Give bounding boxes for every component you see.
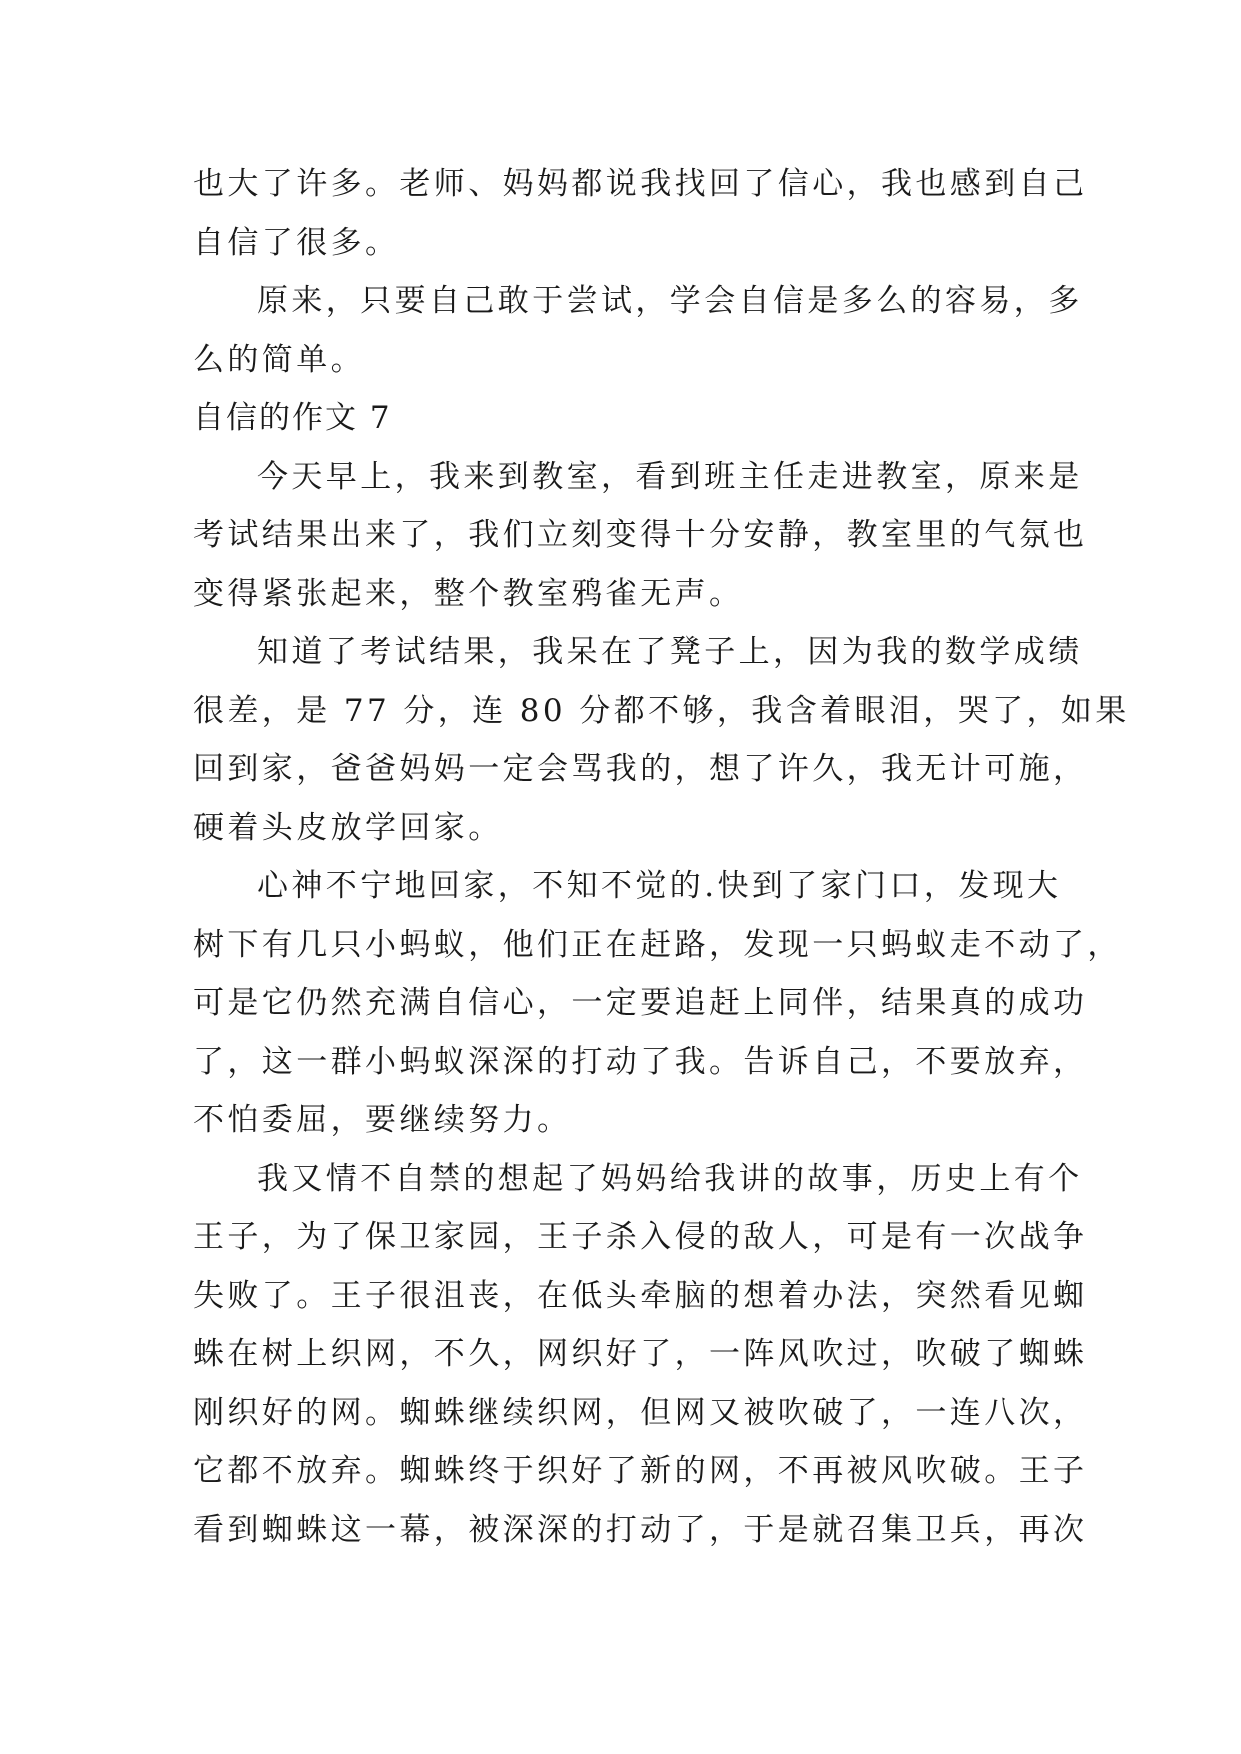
paragraph-line: 了，这一群小蚂蚁深深的打动了我。告诉自己，不要放弃， bbox=[193, 1044, 1088, 1080]
paragraph-line: 原来，只要自己敢于尝试，学会自信是多么的容易，多 bbox=[257, 283, 1083, 319]
paragraph-line: 王子，为了保卫家园，王子杀入侵的敌人，可是有一次战争 bbox=[193, 1219, 1088, 1255]
paragraph-line: 看到蜘蛛这一幕，被深深的打动了，于是就召集卫兵，再次 bbox=[193, 1512, 1088, 1548]
paragraph-line: 树下有几只小蚂蚁，他们正在赶路，发现一只蚂蚁走不动了， bbox=[193, 927, 1122, 963]
paragraph-line: 失败了。王子很沮丧，在低头牵脑的想着办法，突然看见蜘 bbox=[193, 1278, 1088, 1314]
paragraph-line: 蛛在树上织网，不久，网织好了，一阵风吹过，吹破了蜘蛛 bbox=[193, 1336, 1088, 1372]
paragraph-line: 今天早上，我来到教室，看到班主任走进教室，原来是 bbox=[257, 459, 1083, 495]
paragraph-line: 也大了许多。老师、妈妈都说我找回了信心，我也感到自己 bbox=[193, 166, 1088, 202]
paragraph-line: 考试结果出来了，我们立刻变得十分安静，教室里的气氛也 bbox=[193, 517, 1088, 553]
paragraph-line: 么的简单。 bbox=[193, 342, 365, 378]
paragraph-line: 很差，是 77 分，连 80 分都不够，我含着眼泪，哭了，如果 bbox=[193, 693, 1130, 729]
paragraph-line: 可是它仍然充满自信心，一定要追赶上同伴，结果真的成功 bbox=[193, 985, 1088, 1021]
paragraph-line: 它都不放弃。蜘蛛终于织好了新的网，不再被风吹破。王子 bbox=[193, 1453, 1088, 1489]
paragraph-line: 知道了考试结果，我呆在了凳子上，因为我的数学成绩 bbox=[257, 634, 1083, 670]
paragraph-line: 不怕委屈，要继续努力。 bbox=[193, 1102, 572, 1138]
paragraph-line: 回到家，爸爸妈妈一定会骂我的，想了许久，我无计可施， bbox=[193, 751, 1088, 787]
paragraph-line: 我又情不自禁的想起了妈妈给我讲的故事，历史上有个 bbox=[257, 1161, 1083, 1197]
paragraph-line: 硬着头皮放学回家。 bbox=[193, 810, 503, 846]
section-heading: 自信的作文 7 bbox=[193, 400, 392, 436]
paragraph-line: 自信了很多。 bbox=[193, 225, 400, 261]
paragraph-line: 心神不宁地回家，不知不觉的.快到了家门口，发现大 bbox=[257, 868, 1062, 904]
paragraph-line: 变得紧张起来，整个教室鸦雀无声。 bbox=[193, 576, 744, 612]
paragraph-line: 刚织好的网。蜘蛛继续织网，但网又被吹破了，一连八次， bbox=[193, 1395, 1088, 1431]
